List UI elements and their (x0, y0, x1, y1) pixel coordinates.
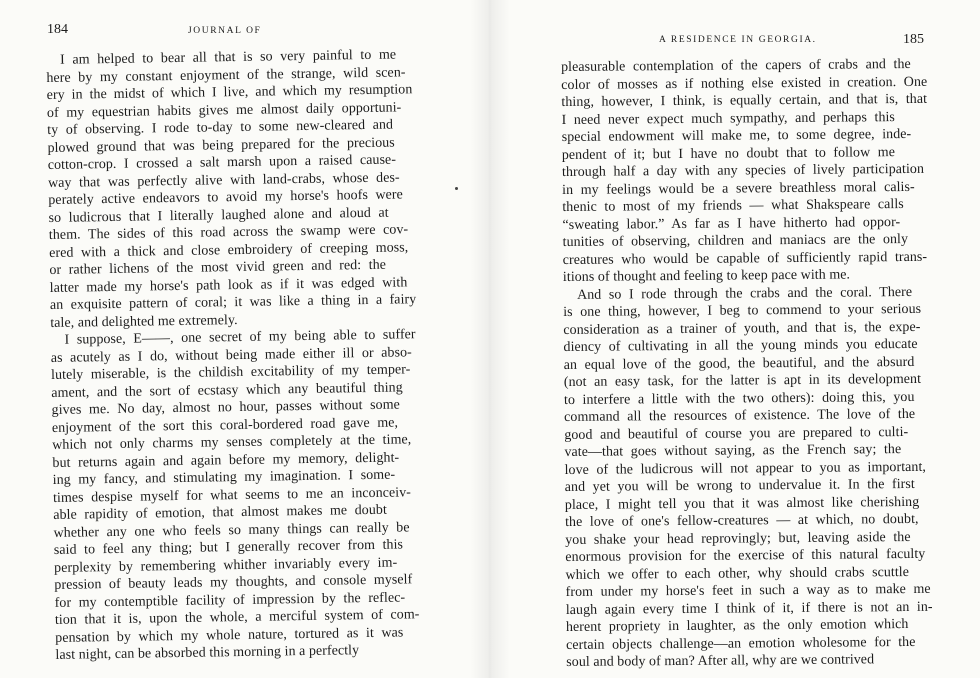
left-text-line: latter made my horse's path look as if it was edged with (49, 274, 408, 296)
right-text-line: thenic to most of my friends — what Shakspeare calls (562, 197, 904, 215)
left-text-line: so ludicrous that I literally laughed alone and aloud at (48, 205, 389, 226)
left-text-line: ing my fancy, and stimulating my imagination. I some- (52, 467, 396, 488)
right-running-head: A RESIDENCE IN GEORGIA. (659, 35, 817, 45)
left-text-line: perately active endeavors to avoid my horse's hoofs were (48, 187, 403, 208)
left-text-line: ered with a thick and close embroidery of creeping moss, (49, 239, 409, 261)
left-text-line: enjoyment of the sort this coral-bordered road gave me, (51, 415, 399, 436)
right-text-line: diency of cultivating in all the young minds you educate (563, 336, 918, 355)
left-text-line: ery in the midst of which I live, and which my resumption (46, 82, 413, 103)
right-text-line: certain objects challenge—an emotion wholesome for the (566, 634, 916, 653)
left-text-line: I am helped to bear all that is so very painful to me (60, 47, 397, 68)
right-text-line: pendent of it; but I have no doubt that to follow me (561, 144, 896, 163)
left-text-line: perplexity by remembering whither invariably every im- (53, 555, 398, 576)
right-text-line: herent propriety in laughter, as the only emotion which (565, 616, 909, 635)
right-text-line: I need never expect much sympathy, and perhaps this (561, 109, 895, 128)
right-text-line: thing, however, I think, is equally certain, and that is, that (561, 91, 928, 110)
margin-speck (455, 187, 458, 190)
right-text-line: which we offer to each other, why should crabs scuttle (565, 564, 910, 583)
left-text-line: here by my constant enjoyment of the strange, wild scen- (46, 64, 406, 86)
left-text-line: lutely miserable, is the childish excitability of my temper- (50, 362, 411, 383)
left-page-number: 184 (47, 22, 68, 37)
right-text-line: creatures who would be capable of sufficiently rapid trans- (562, 249, 928, 268)
left-text-line: gives me. No day, almost no hour, passes without some (51, 397, 400, 418)
left-text-line: said to feel any thing; but I generally recover from this (53, 537, 404, 558)
right-text-line: through half a day with any species of lively participation (561, 161, 925, 180)
left-text-line: I suppose, E——, one secret of my being able to suffer (64, 327, 416, 348)
left-page-text (46, 46, 422, 664)
right-text-line: to interfere a little with the two others): doing this, you (563, 389, 915, 408)
right-text-line: itions of thought and feeling to keep pace with me. (562, 267, 851, 285)
right-text-line: good and beautiful of course you are prepared to culti- (564, 424, 909, 443)
right-page (505, 0, 980, 678)
left-text-line: able rapidity of emotion, that almost makes me doubt (53, 502, 387, 523)
right-text-line: love of the ludicrous will not appear to you as important, (564, 459, 926, 478)
book-gutter (470, 0, 510, 678)
right-page-text (561, 56, 940, 672)
left-text-line: last night, can be absorbed this morning in a perfectly (55, 643, 360, 663)
right-page-number: 185 (903, 32, 924, 47)
right-text-line: an equal love of the good, the beautiful, and the absurd (563, 354, 915, 373)
right-text-line: laugh again every time I think of it, if there is not an in- (565, 599, 933, 618)
left-text-line: whether any one who feels so many things can really be (53, 519, 410, 541)
left-text-line: pensation by which my whole nature, tortured as it was (55, 624, 404, 646)
left-page (0, 0, 470, 678)
left-text-line: for my contemptible facility of impression by the reflec- (54, 589, 406, 611)
left-text-line: way that was perfectly alive with land-crabs, whose des- (47, 169, 400, 191)
right-text-line: And so I rode through the crabs and the coral. There (576, 284, 913, 303)
right-text-line: “sweating labor.” As far as I have hitherto had oppor- (562, 214, 901, 233)
right-text-line: (not an easy task, for the latter is apt in its development (563, 371, 922, 390)
left-text-line: times despise myself for what seems to me an inconceiv- (52, 484, 412, 506)
left-text-line: tion that it is, upon the whole, a merciful system of com- (54, 607, 420, 628)
right-text-line: is one thing, however, I beg to commend to your serious (563, 301, 922, 320)
left-text-line: which not only charms my senses completely at the time, (52, 432, 412, 453)
left-text-line: tale, and delighted me extremely. (50, 312, 238, 331)
left-text-line: cotton-crop. I crossed a salt marsh upon a raised cause- (47, 152, 397, 173)
right-text-line: from under my horse's feet in such a way as to make me (565, 581, 931, 600)
right-text-line: special endowment will make me, to some degree, inde- (561, 126, 912, 145)
right-text-line: soul and body of man? After all, why are we contrived (566, 652, 875, 670)
right-text-line: command all the resources of existence. The love of the (564, 406, 916, 425)
right-text-line: you shake your head reprovingly; but, leaving aside the (565, 529, 911, 548)
left-text-line: ament, and the sort of ecstasy which any beautiful thing (51, 379, 403, 401)
right-text-line: and yet you will be wrong to undervalue it. In the first (564, 476, 915, 495)
right-text-line: enormous provision for the exercise of this natural faculty (565, 546, 926, 565)
left-text-line: pression of beauty leads my thoughts, and console myself (54, 572, 413, 593)
left-text-line: them. The sides of this road across the swamp were cov- (48, 222, 409, 243)
right-text-line: pleasurable contemplation of the capers of crabs and the (561, 56, 911, 75)
right-text-line: tunities of observing, children and maniacs are the only (562, 231, 909, 250)
right-text-line: consideration as a trainer of youth, and that is, the expe- (563, 319, 921, 338)
right-text-line: color of mosses as if nothing else existed in creation. One (561, 74, 928, 93)
left-text-line: as acutely as I do, without being made either ill or abso- (50, 344, 412, 366)
right-text-line: the love of one's fellow-creatures — at which, no doubt, (564, 511, 919, 530)
left-text-line: plowed ground that was being prepared for the precious (47, 135, 395, 156)
right-text-line: vate—that goes without saying, as the French say; the (564, 442, 902, 460)
left-text-line: ty of observing. I rode to-day to some new-cleared and (47, 117, 394, 138)
left-running-head: JOURNAL OF (188, 26, 262, 36)
left-text-line: an exquisite pattern of coral; it was like a thing in a fairy (49, 292, 417, 313)
left-text-line: or rather lichens of the most vivid green and red: the (49, 257, 387, 278)
right-text-line: in my feelings would be a severe breathless moral calis- (562, 179, 915, 198)
left-text-line: but returns again and again before my memory, delight- (52, 450, 400, 471)
left-text-line: of my equestrian habits gives me almost daily opportuni- (46, 99, 402, 121)
right-text-line: place, I might tell you that it was almost like cherishing (564, 494, 920, 513)
